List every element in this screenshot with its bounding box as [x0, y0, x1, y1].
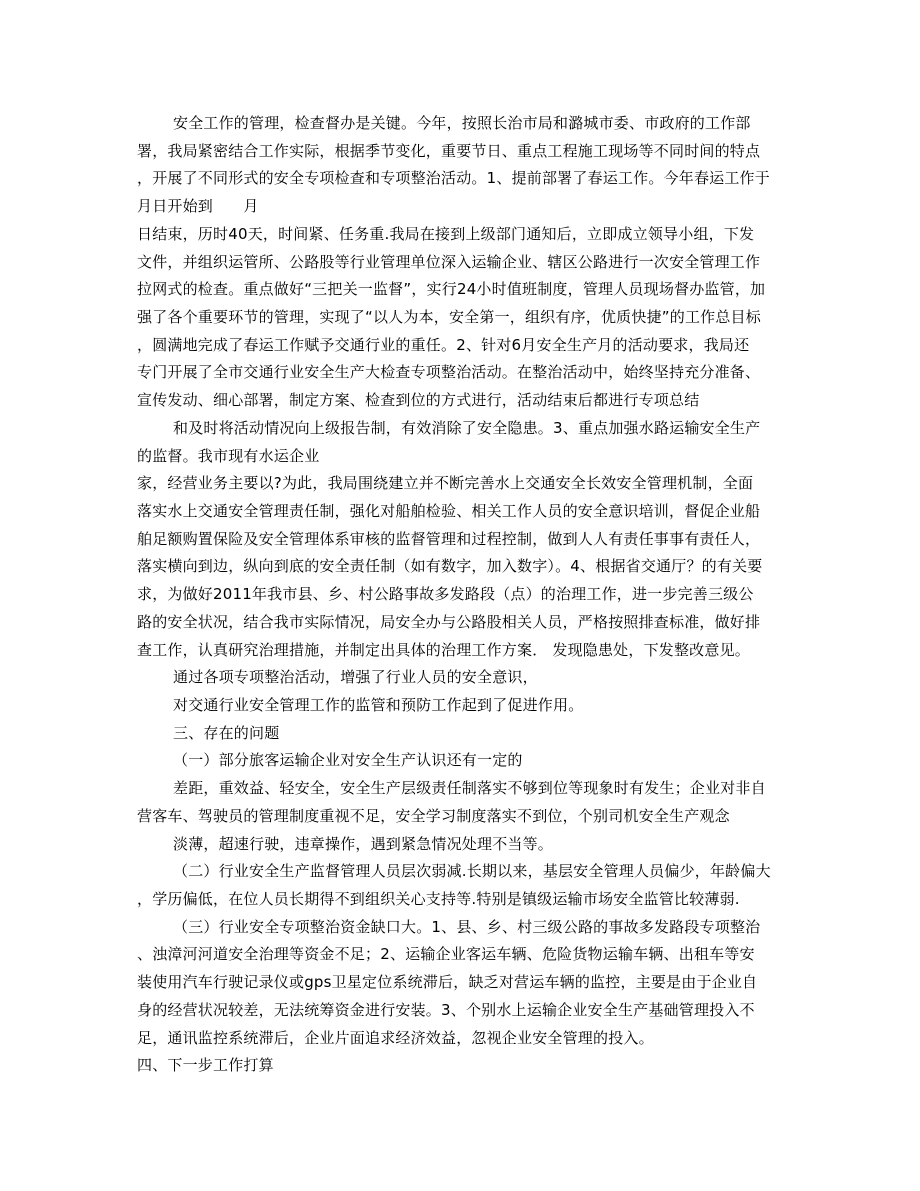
text-line: 和及时将活动情况向上级报告制，有效消除了安全隐患。3、重点加强水路运输安全生产 — [173, 419, 761, 437]
text-line: 对交通行业安全管理工作的监管和预防工作起到了促进作用。 — [173, 696, 584, 714]
text-line: 的监督。我市现有水运企业 — [137, 447, 320, 465]
text-line: 装使用汽车行驶记录仪或gps卫星定位系统滞后，缺乏对营运车辆的监控，主要是由于企业自 — [137, 973, 758, 991]
section-heading: 三、存在的问题 — [173, 724, 280, 742]
text-line: 拉网式的检查。重点做好“三把关一监督”，实行24小时值班制度，管理人员现场督办监管，加 — [137, 280, 766, 298]
text-line: 落实横向到边，纵向到底的安全责任制（如有数字，加入数字）。4、根据省交通厅？的有关要 — [137, 557, 763, 575]
text-line: 差距，重效益、轻安全，安全生产层级责任制落实不够到位等现象时有发生；企业对非自 — [173, 779, 766, 797]
text-line: 路的安全状况，结合我市实际情况，局安全办与公路股相关人员，严格按照排查标准，做好排 — [137, 613, 761, 631]
text-line: 落实水上交通安全管理责任制，强化对船舶检验、相关工作人员的安全意识培训，督促企业船 — [137, 502, 761, 520]
text-line: 日结束，历时40天，时间紧、任务重.我局在接到上级部门通知后，立即成立领导小组，下发 — [137, 225, 755, 243]
text-line: ，开展了不同形式的安全专项检查和专项整治活动。1、提前部署了春运工作。今年春运工作于 — [137, 169, 770, 187]
text-line: 宣传发动、细心部署，制定方案、检查到位的方式进行，活动结束后都进行专项总结 — [137, 391, 700, 409]
text-line: 通过各项专项整治活动，增强了行业人员的安全意识， — [173, 668, 538, 686]
text-line: 署，我局紧密结合工作实际，根据季节变化，重要节日、重点工程施工现场等不同时间的特点 — [137, 142, 761, 160]
text-line: ，圆满地完成了春运工作赋予交通行业的重任。2、针对6月安全生产月的活动要求，我局还 — [137, 336, 750, 354]
text-line: ，学历偏低，在位人员长期得不到组织关心支持等.特别是镇级运输市场安全监管比较薄弱. — [137, 890, 740, 908]
subsection-heading: （三）行业安全专项整治资金缺口大。1、县、乡、村三级公路的事故多发路段专项整治 — [173, 918, 761, 936]
text-line: 文件，并组织运管所、公路股等行业管理单位深入运输企业、辖区公路进行一次安全管理工作 — [137, 253, 761, 271]
text-line: 身的经营状况较差，无法统筹资金进行安装。3、个别水上运输企业安全生产基础管理投入不 — [137, 1001, 755, 1019]
text-line: 专门开展了全市交通行业安全生产大检查专项整治活动。在整治活动中，始终坚持充分准备、 — [137, 363, 761, 381]
subsection-heading: （一）部分旅客运输企业对安全生产认识还有一定的 — [173, 751, 523, 769]
text-line: 家，经营业务主要以?为此，我局围绕建立并不断完善水上交通安全长效安全管理机制，全面 — [137, 474, 754, 492]
text-line: 足，通讯监控系统滞后，企业片面追求经济效益，忽视企业安全管理的投入。 — [137, 1029, 654, 1047]
text-line: 求，为做好2011年我市县、乡、村公路事故多发路段（点）的治理工作，进一步完善三级公 — [137, 585, 754, 603]
text-line: 安全工作的管理，检查督办是关键。今年，按照长治市局和潞城市委、市政府的工作部 — [173, 114, 751, 132]
subsection-heading: （二）行业安全生产监督管理人员层次弱减.长期以来，基层安全管理人员偏少，年龄偏大 — [173, 862, 771, 880]
text-line: 强了各个重要环节的管理，实现了“以人为本，安全第一，组织有序，优质快捷”的工作总目标 — [137, 308, 761, 326]
text-line: 舶足额购置保险及安全管理体系审核的监督管理和过程控制，做到人人有责任事事有责任人， — [137, 530, 761, 548]
text-line: 查工作，认真研究治理措施，并制定出具体的治理工作方案． 发现隐患处，下发整改意见。 — [137, 641, 750, 659]
text-line: 、浊漳河河道安全治理等资金不足；2、运输企业客运车辆、危险货物运输车辆、出租车等安 — [137, 945, 755, 963]
section-heading: 四、下一步工作打算 — [137, 1056, 274, 1074]
text-line: 月日开始到 月 — [137, 197, 259, 215]
text-line: 营客车、驾驶员的管理制度重视不足，安全学习制度落实不到位，个别司机安全生产观念 — [137, 807, 730, 825]
text-line: 淡薄，超速行驶，违章操作，遇到紧急情况处理不当等。 — [173, 835, 554, 853]
